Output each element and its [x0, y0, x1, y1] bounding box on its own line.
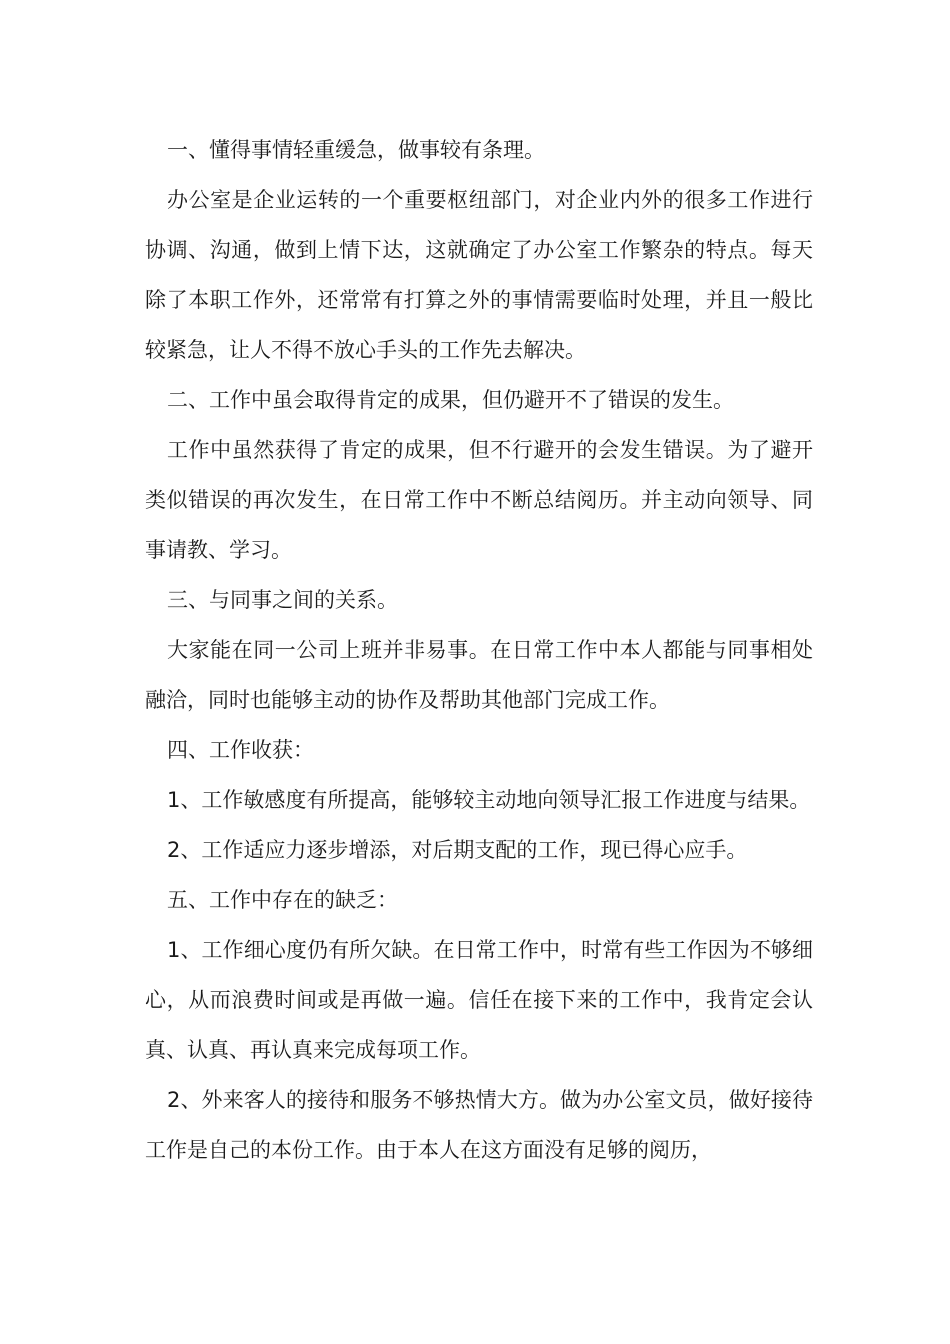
- list-item-shortcoming-2: 2、外来客人的接待和服务不够热情大方。做为办公室文员，做好接待工作是自己的本份工作。由于本人在这方面没有足够的阅历，: [145, 1088, 813, 1162]
- document-body: [145, 125, 813, 1175]
- heading-1-priorities: 一、懂得事情轻重缓急，做事较有条理。: [167, 138, 545, 162]
- heading-2-achievements-errors: 二、工作中虽会取得肯定的成果，但仍避开不了错误的发生。: [167, 388, 734, 412]
- list-item-gain-1: 1、工作敏感度有所提高，能够较主动地向领导汇报工作进度与结果。: [167, 788, 811, 812]
- heading-3-colleagues: 三、与同事之间的关系。: [167, 588, 398, 612]
- paragraph-errors: 工作中虽然获得了肯定的成果，但不行避开的会发生错误。为了避开类似错误的再次发生，在日常工作中不断总结阅历。并主动向领导、同事请教、学习。: [145, 438, 813, 562]
- heading-5-shortcomings: 五、工作中存在的缺乏：: [167, 888, 398, 912]
- list-item-shortcoming-1: 1、工作细心度仍有所欠缺。在日常工作中，时常有些工作因为不够细心，从而浪费时间或是再做一遍。信任在接下来的工作中，我肯定会认真、认真、再认真来完成每项工作。: [145, 938, 813, 1062]
- paragraph-colleagues: 大家能在同一公司上班并非易事。在日常工作中本人都能与同事相处融洽，同时也能够主动的协作及帮助其他部门完成工作。: [145, 638, 813, 712]
- paragraph-office-role: 办公室是企业运转的一个重要枢纽部门，对企业内外的很多工作进行协调、沟通，做到上情下达，这就确定了办公室工作繁杂的特点。每天除了本职工作外，还常常有打算之外的事情需要临时处理，并且一般比较紧急，让人不得不放心手头的工作先去解决。: [145, 188, 813, 362]
- heading-4-gains: 四、工作收获：: [167, 738, 314, 762]
- list-item-gain-2: 2、工作适应力逐步增添，对后期支配的工作，现已得心应手。: [167, 838, 748, 862]
